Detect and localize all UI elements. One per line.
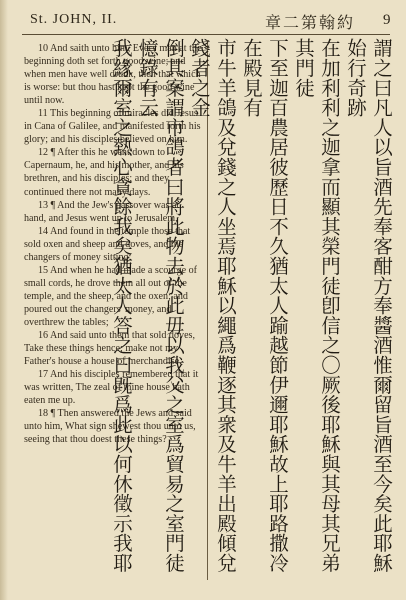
- running-header-chinese: 章二第翰約: [264, 15, 355, 32]
- chinese-line: 下至迦百農居彼歷日不久猶太人踰越節伊邇耶穌故上耶路撒冷在殿見有: [240, 38, 289, 573]
- verse-14: 14 And found in the temple those that sold oxen and sheep and doves, and the changers of money sitting:: [24, 225, 191, 263]
- running-header-english: St. JOHN, II.: [30, 12, 118, 27]
- verse-17: 17 And his disciples remembered that it was written, The zeal of thine house hath eaten me up.: [24, 369, 199, 407]
- page-fold-shadow: [0, 0, 8, 600]
- verse-13: 13 ¶ And the Jew's passover was at hand, and Jesus went up to Jerusalem,: [24, 199, 180, 224]
- verse-12: 12 ¶ After this he went down to Capernaum, he, and his mother, and his brethren, and his disciples; and they continued there not many days.: [24, 147, 184, 198]
- header-rule: [22, 34, 390, 35]
- verse-16: 16 And said unto them that sold doves, Take these things hence; make not my Father's house a house of merchandise.: [24, 330, 196, 368]
- chinese-line: 謂之曰凡人以旨酒先奉客酣方奉醬酒惟爾留旨酒至今矣此耶穌始行奇跡: [344, 38, 393, 573]
- verse-10: 10 And saith unto him, Every man at the beginning doth set forth good wine; and when men have well drunk, then that which is worse: but thou hast kept the good wine until now.: [24, 43, 202, 107]
- chinese-line: 在加利利之迦拿而顯其榮門徒卽信之〇厥後耶穌與其母其兄弟其門徒: [292, 38, 341, 573]
- verse-15: 15 And when he had made a scourge of small cords, he drove them all out of the temple, and the sheep, and the oxen; and poured out the changers' money, and overthrew the tables;: [24, 264, 198, 328]
- chinese-line: 倒其案謂市鴿者曰將此物去於此毋以我父之室爲貿易之室門徒憶錄有云: [136, 38, 185, 573]
- verse-11: 11 This beginning of miracles did Jesus in Cana of Galilee, and manifested forth his glory; and his disciples believed on him.: [24, 108, 201, 146]
- chinese-line: 市牛羊鴿及兌錢之人坐焉耶穌以繩爲鞭逐其衆及牛羊出殿傾兌錢者之金: [188, 38, 237, 573]
- page-number: 9: [383, 12, 391, 28]
- chinese-line: 我緣爾室之熱心貪餘我矣猶太人答之曰旣爲此以何休徵示我耶: [110, 38, 133, 573]
- verse-18: 18 ¶ Then answered the Jews and said unto him, What sign shewest thou unto us, seeing that thou doest these things?: [24, 408, 196, 446]
